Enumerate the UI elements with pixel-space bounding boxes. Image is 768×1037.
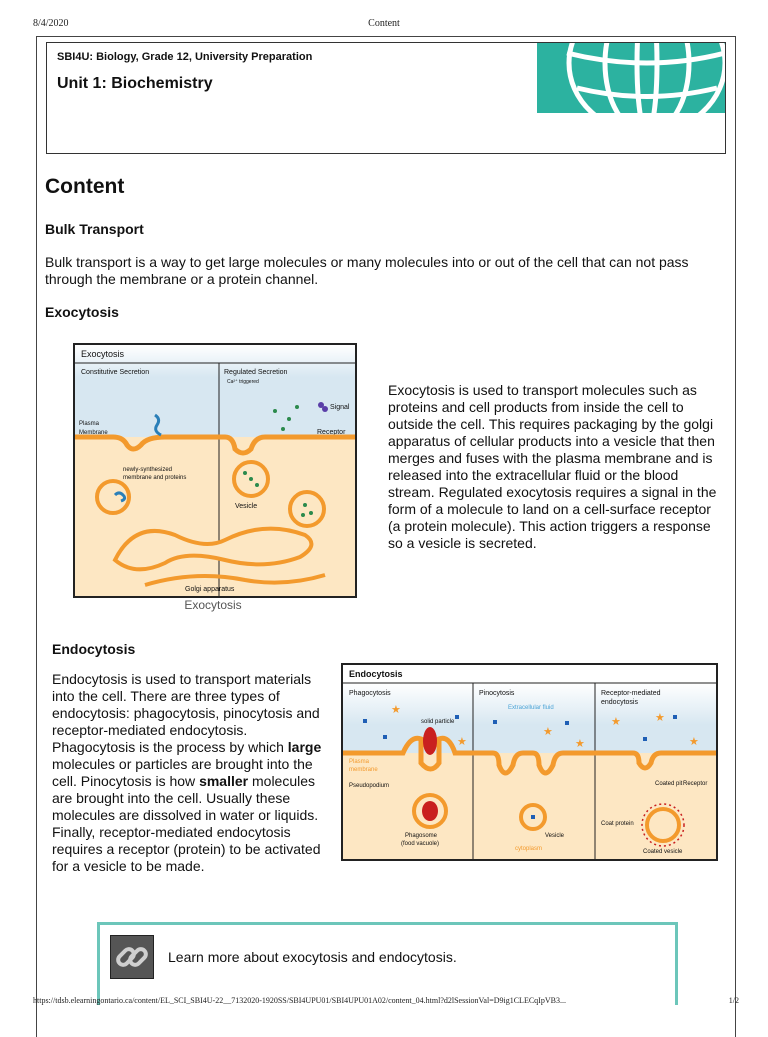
exocytosis-figure	[73, 343, 357, 598]
bulk-transport-text: Bulk transport is a way to get large molecules or many molecules into or out of the cell that can not pass through the membrane or a protein channel.	[45, 254, 689, 287]
endo-fig-coated-pit: Coated pit	[655, 781, 683, 787]
exocytosis-caption: Exocytosis	[184, 598, 242, 612]
print-title: Content	[368, 18, 400, 29]
exo-fig-right-panel: Regulated Secretion	[224, 369, 288, 376]
exo-fig-plasma-1: Plasma	[79, 421, 100, 427]
print-page-number: 1/2	[728, 996, 739, 1005]
svg-text:★: ★	[457, 736, 467, 748]
link-box[interactable]	[97, 922, 678, 1005]
exocytosis-heading: Exocytosis	[45, 304, 119, 320]
exo-fig-left-panel: Constitutive Secretion	[81, 369, 150, 376]
print-url: https://tdsb.elearningontario.ca/content/EL_SCI_SBI4U-22__7132020-1920SS/SBI4UPU01/SBI4UPU01A02/content_04.html?d2lSessionVal=D9ig1CLECqIpVB3...	[33, 996, 566, 1005]
globe-logo-icon	[537, 43, 725, 113]
endo-fig-coated-vesicle: Coated vesicle	[643, 849, 683, 855]
exo-fig-newly-1: newly-synthesized	[123, 467, 173, 473]
learn-more-link[interactable]: Learn more about exocytosis and endocytosis.	[168, 949, 457, 965]
svg-text:★: ★	[575, 738, 585, 750]
endo-fig-receptor: Receptor	[683, 781, 708, 787]
course-banner	[46, 42, 726, 154]
endocytosis-heading: Endocytosis	[52, 641, 136, 657]
endo-fig-coat-protein: Coat protein	[601, 821, 634, 827]
exo-fig-signal: Signal	[330, 404, 350, 411]
exo-fig-newly-2: membrane and proteins	[123, 475, 187, 481]
print-date: 8/4/2020	[33, 18, 69, 29]
exo-fig-golgi: Golgi apparatus	[185, 586, 235, 593]
svg-text:★: ★	[543, 726, 553, 738]
endo-fig-phagosome-2: (food vacuole)	[401, 841, 440, 847]
endocytosis-figure	[341, 663, 718, 861]
link-icon[interactable]	[110, 935, 154, 979]
page-title: Content	[45, 175, 125, 198]
exo-fig-receptor: Receptor	[317, 429, 346, 436]
exocytosis-text: Exocytosis is used to transport molecules such as proteins and cell products from inside the cell to outside the cell. This requires packaging by the golgi apparatus of cellular products into a vesicle that then merges and fuses with the plasma membrane and is released into the extracellular fluid or the blood stream. Regulated exocytosis requires a signal in the form of a molecule to land on a cell-surface receptor (a protein molecule). This action triggers a response so a vesicle is secreted.	[388, 382, 717, 551]
endo-fig-rme-2: endocytosis	[601, 699, 638, 706]
exo-fig-vesicle: Vesicle	[235, 503, 258, 510]
endo-fig-cytoplasm: cytoplasm	[515, 846, 543, 852]
exo-fig-ca-label: Ca²⁺ triggered	[227, 379, 259, 385]
svg-text:★: ★	[611, 716, 621, 728]
exo-fig-plasma-2: Membrane	[79, 430, 108, 436]
endo-fig-extracellular: Extracellular fluid	[508, 705, 554, 711]
endo-fig-rme-1: Receptor-mediated	[601, 690, 661, 697]
bulk-transport-heading: Bulk Transport	[45, 221, 144, 237]
endo-fig-phagosome-1: Phagosome	[405, 833, 438, 839]
endo-fig-plasma-2: membrane	[349, 767, 378, 773]
endo-fig-phago: Phagocytosis	[349, 690, 391, 697]
endocytosis-text: Endocytosis is used to transport materials into the cell. There are three types of endocytosis: phagocytosis, pinocytosis and receptor-mediated endocytosis. Phagocytosis is the process by which large molecules or particles are brought into the cell. Pinocytosis is how smaller molecules are brought into the cell. Usually these molecules are dissolved in water or liquids. Finally, receptor-mediated endocytosis requires a receptor (protein) to be activated for a vesicle to be made.	[52, 671, 322, 874]
endo-fig-pino: Pinocytosis	[479, 690, 515, 697]
course-title: SBI4U: Biology, Grade 12, University Preparation	[57, 51, 313, 63]
unit-title: Unit 1: Biochemistry	[57, 75, 213, 92]
svg-text:★: ★	[655, 712, 665, 724]
svg-text:★: ★	[391, 704, 401, 716]
exo-fig-title: Exocytosis	[81, 349, 125, 359]
print-header	[0, 18, 768, 32]
print-footer	[33, 996, 739, 1005]
svg-text:★: ★	[689, 736, 699, 748]
endo-fig-solid: solid particle	[421, 719, 455, 725]
endo-fig-vesicle: Vesicle	[545, 833, 565, 839]
endo-fig-title: Endocytosis	[349, 669, 403, 679]
endo-fig-pseudopodium: Pseudopodium	[349, 783, 390, 789]
endo-fig-plasma-1: Plasma	[349, 759, 370, 765]
